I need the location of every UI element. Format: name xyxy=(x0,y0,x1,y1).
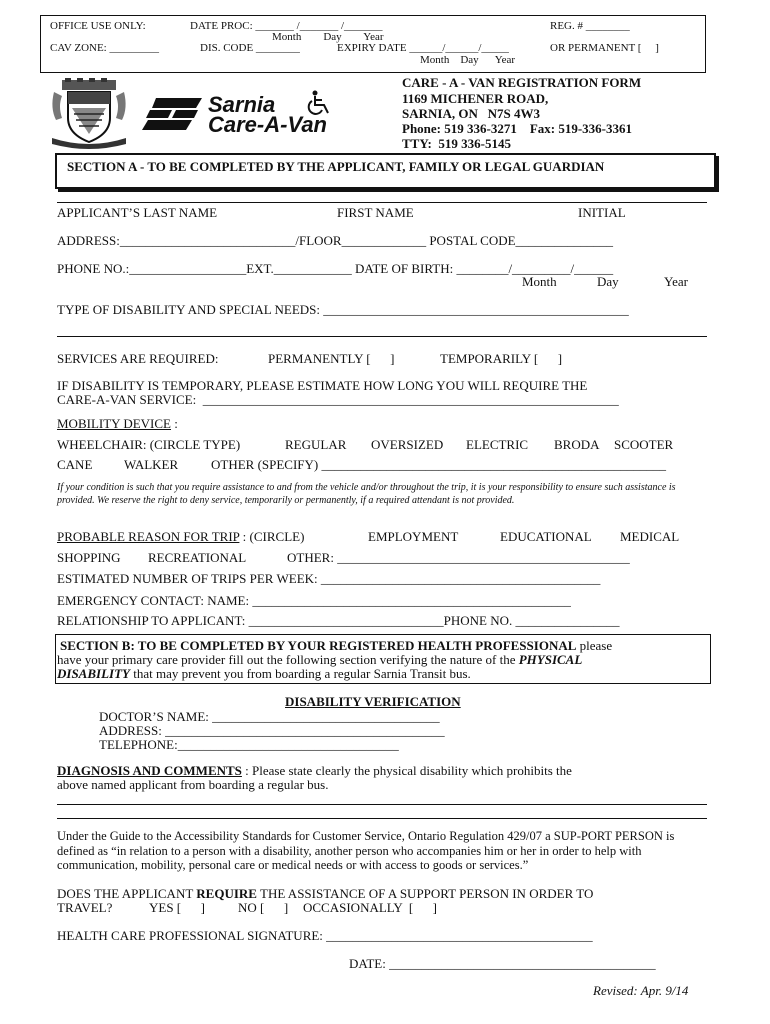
expiry-sublabels: Month Day Year xyxy=(420,54,516,66)
option-regular[interactable]: REGULAR xyxy=(285,437,347,452)
option-cane[interactable]: CANE xyxy=(57,457,93,472)
applicant-name-line[interactable] xyxy=(57,202,707,203)
wheelchair-label: WHEELCHAIR: (CIRCLE TYPE) xyxy=(57,437,241,452)
doctor-address-field[interactable]: ADDRESS: ___________________________________________ xyxy=(99,723,445,738)
option-medical[interactable]: MEDICAL xyxy=(620,529,680,544)
dob-month-label: Month xyxy=(522,274,557,289)
support-no-checkbox[interactable]: NO [ ] xyxy=(238,900,289,915)
temporary-duration-field[interactable]: CARE-A-VAN SERVICE: ________________________________________________________________ xyxy=(57,392,619,407)
temporary-question: IF DISABILITY IS TEMPORARY, PLEASE ESTIMATE HOW LONG YOU WILL REQUIRE THE xyxy=(57,378,588,393)
office-use-label: OFFICE USE ONLY: xyxy=(50,20,146,32)
trips-per-week-field[interactable]: ESTIMATED NUMBER OF TRIPS PER WEEK: ___________________________________________ xyxy=(57,571,601,586)
trip-reason-heading xyxy=(57,529,304,545)
disability-verification-heading: DISABILITY VERIFICATION xyxy=(285,694,461,709)
diagnosis-instructions-2: above named applicant from boarding a regular bus. xyxy=(57,777,329,792)
wheelchair-icon xyxy=(306,90,334,116)
doctor-telephone-field[interactable]: TELEPHONE:__________________________________ xyxy=(99,737,399,752)
reg-number-field[interactable]: REG. # ________ xyxy=(550,20,630,32)
section-a-title: SECTION A - TO BE COMPLETED BY THE APPLICANT, FAMILY OR LEGAL GUARDIAN xyxy=(67,159,605,174)
support-question-b: THE ASSISTANCE OF A SUPPORT PERSON IN ORDER TO xyxy=(256,886,594,901)
section-b-line-3 xyxy=(57,666,471,682)
city-crest-logo xyxy=(48,78,130,150)
option-scooter[interactable]: SCOOTER xyxy=(614,437,674,452)
care-a-van-s-logo-icon xyxy=(142,96,204,134)
section-b-title: SECTION B: TO BE COMPLETED BY YOUR REGISTERED HEALTH PROFESSIONAL xyxy=(60,638,577,653)
support-occasionally-checkbox[interactable]: OCCASIONALLY [ ] xyxy=(303,900,437,915)
address-line-1: 1169 MICHENER ROAD, xyxy=(402,91,549,106)
option-electric[interactable]: ELECTRIC xyxy=(466,437,529,452)
disability-extra-line[interactable] xyxy=(57,336,707,337)
expiry-date-field[interactable]: EXPIRY DATE ______/______/_____ xyxy=(337,42,509,54)
address-field[interactable]: ADDRESS:___________________________/FLOOR_____________ POSTAL CODE_______________ xyxy=(57,233,614,248)
contact-phone-fax: Phone: 519 336-3271 Fax: 519-336-3361 xyxy=(402,121,633,136)
permanent-checkbox[interactable]: OR PERMANENT [ ] xyxy=(550,42,659,54)
dob-day-label: Day xyxy=(597,274,619,289)
diagnosis-instructions: : Please state clearly the physical disability which prohibits the xyxy=(241,763,572,778)
support-question-a: DOES THE APPLICANT xyxy=(57,886,197,901)
option-recreational[interactable]: RECREATIONAL xyxy=(148,550,247,565)
relationship-phone-field[interactable]: RELATIONSHIP TO APPLICANT: ______________________________PHONE NO. ________________ xyxy=(57,613,620,628)
temporarily-checkbox[interactable]: TEMPORARILY [ ] xyxy=(440,351,563,366)
section-b-please: please xyxy=(576,638,613,653)
trip-reason-label: PROBABLE REASON FOR TRIP xyxy=(57,529,240,544)
diagnosis-line-1[interactable] xyxy=(57,804,707,805)
signature-field[interactable]: HEALTH CARE PROFESSIONAL SIGNATURE: _________________________________________ xyxy=(57,928,593,943)
dis-code-field[interactable]: DIS. CODE ________ xyxy=(200,42,300,54)
other-specify-field[interactable]: OTHER (SPECIFY) _____________________________________________________ xyxy=(211,457,667,472)
option-broda[interactable]: BRODA xyxy=(554,437,600,452)
support-person-definition: Under the Guide to the Accessibility Standards for Customer Service, Ontario Regulation 429/07 a SUP-PORT PERSON is defined as “in relation to a person with a disability, another person who accompanies him or her in order to help with communication, mobility, personal care or medical needs or with access to goods or services.” xyxy=(57,829,675,872)
date-proc-sublabels: Month Day Year xyxy=(272,31,384,43)
mobility-device-label: MOBILITY DEVICE xyxy=(57,416,171,431)
support-question-require: REQUIRE xyxy=(196,886,257,901)
date-field[interactable]: DATE: _________________________________________ xyxy=(349,956,656,971)
emergency-contact-field[interactable]: EMERGENCY CONTACT: NAME: _________________________________________________ xyxy=(57,593,571,608)
travel-label: TRAVEL? xyxy=(57,900,113,915)
services-required-label: SERVICES ARE REQUIRED: xyxy=(57,351,219,366)
last-name-label: APPLICANT’S LAST NAME xyxy=(57,205,218,220)
mobility-device-colon: : xyxy=(170,416,178,431)
section-b-text-2: have your primary care provider fill out the following section verifying the nature of the xyxy=(57,652,519,667)
logo-text-care-a-van: Care-A-Van xyxy=(208,112,327,137)
initial-label: INITIAL xyxy=(578,205,626,220)
cav-zone-field[interactable]: CAV ZONE: _________ xyxy=(50,42,159,54)
date-proc-field[interactable]: DATE PROC: _______ /_______ /_______ xyxy=(190,20,383,32)
trip-other-field[interactable]: OTHER: _____________________________________________ xyxy=(287,550,630,565)
section-b-disability: DISABILITY xyxy=(57,666,130,681)
address-line-2: SARNIA, ON N7S 4W3 xyxy=(402,106,540,121)
mobility-device-heading xyxy=(57,416,178,432)
form-title: CARE - A - VAN REGISTRATION FORM xyxy=(402,75,642,90)
option-employment[interactable]: EMPLOYMENT xyxy=(368,529,459,544)
permanently-checkbox[interactable]: PERMANENTLY [ ] xyxy=(268,351,395,366)
phone-dob-field[interactable]: PHONE NO.:__________________EXT.____________ DATE OF BIRTH: ________/_________/______ xyxy=(57,261,614,276)
disability-type-field[interactable]: TYPE OF DISABILITY AND SPECIAL NEEDS: _______________________________________________ xyxy=(57,302,629,317)
contact-tty: TTY: 519 336-5145 xyxy=(402,136,511,151)
diagnosis-label: DIAGNOSIS AND COMMENTS xyxy=(57,763,242,778)
revision-note: Revised: Apr. 9/14 xyxy=(593,983,689,998)
option-shopping[interactable]: SHOPPING xyxy=(57,550,121,565)
trip-reason-circle: : (CIRCLE) xyxy=(239,529,305,544)
support-yes-checkbox[interactable]: YES [ ] xyxy=(149,900,205,915)
dob-year-label: Year xyxy=(664,274,688,289)
doctor-name-field[interactable]: DOCTOR’S NAME: ___________________________________ xyxy=(99,709,440,724)
assistance-note: If your condition is such that you require assistance to and from the vehicle and/or throughout the trip, it is your responsibility to ensure such assistance is provided. We reserve the right to deny service, temporarily or permanently, if a required attendant is not provided. xyxy=(57,482,676,506)
diagnosis-line-2[interactable] xyxy=(57,818,707,819)
option-oversized[interactable]: OVERSIZED xyxy=(371,437,444,452)
section-b-text-3: that may prevent you from boarding a regular Sarnia Transit bus. xyxy=(129,666,471,681)
option-walker[interactable]: WALKER xyxy=(124,457,179,472)
first-name-label: FIRST NAME xyxy=(337,205,414,220)
option-educational[interactable]: EDUCATIONAL xyxy=(500,529,592,544)
section-b-physical: PHYSICAL xyxy=(518,652,583,667)
logo-text-sarnia: Sarnia xyxy=(208,92,276,117)
